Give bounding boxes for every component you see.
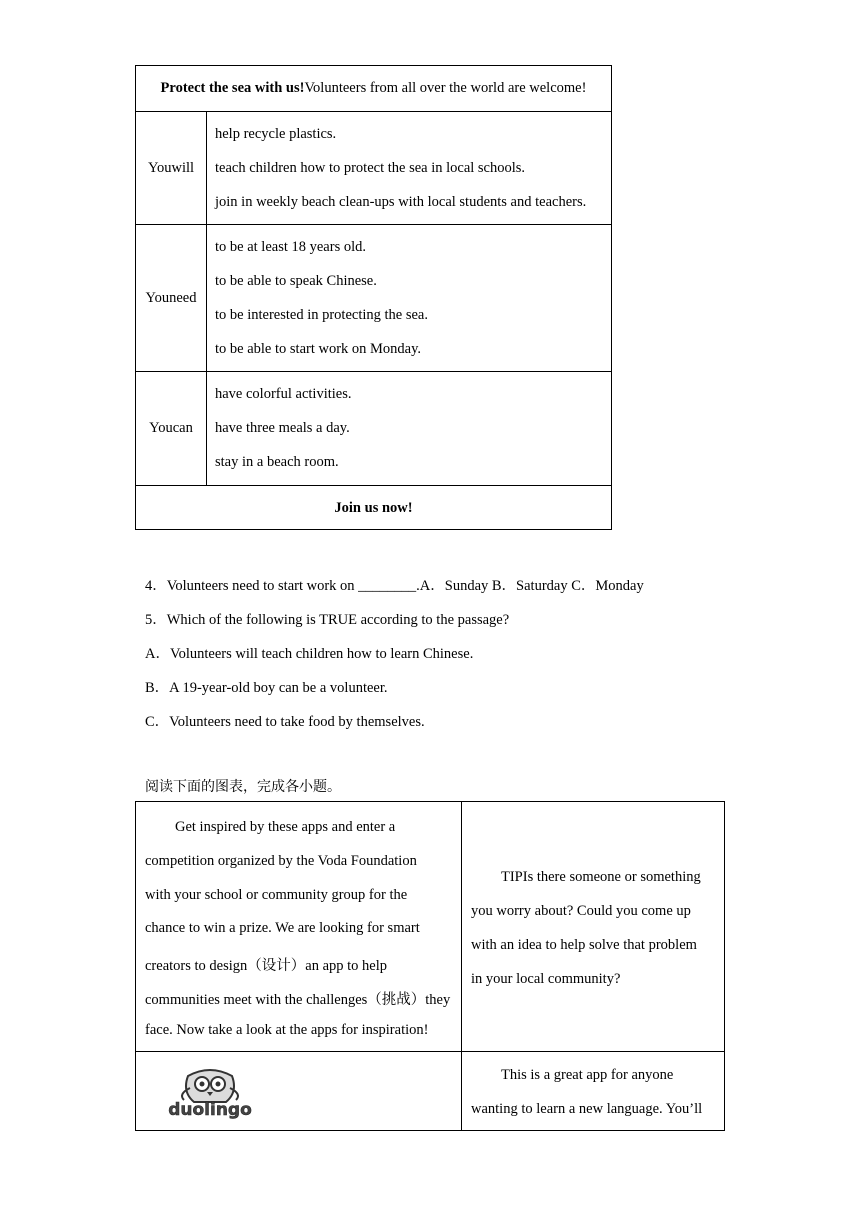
option-c: C．Volunteers need to take food by themselves. xyxy=(145,714,425,730)
table-footer-row xyxy=(136,486,611,530)
list-item: have colorful activities. xyxy=(215,386,352,402)
table-row xyxy=(136,112,611,225)
question-5: 5．Which of the following is TRUE according to the passage? xyxy=(145,612,510,628)
table-footer: Join us now! xyxy=(334,500,413,516)
tip-line: TIPIs there someone or something xyxy=(501,869,701,885)
list-item: to be able to speak Chinese. xyxy=(215,273,377,289)
section-instruction: 阅读下面的图表，完成各小题。 xyxy=(145,779,341,795)
row-label: Youwill xyxy=(136,112,207,224)
list-item: to be able to start work on Monday. xyxy=(215,341,422,357)
logo-wordmark: duolingo xyxy=(168,1100,252,1120)
list-item: help recycle plastics. xyxy=(215,126,337,142)
text-line: competition organized by the Voda Foundation xyxy=(145,853,417,869)
list-item: have three meals a day. xyxy=(215,420,350,436)
header-bold-text: Protect the sea with us! xyxy=(160,80,305,96)
list-item: to be interested in protecting the sea. xyxy=(215,307,428,323)
table-row xyxy=(136,372,611,486)
question-4: 4．Volunteers need to start work on ________.A．Sunday B．Saturday C．Monday xyxy=(145,578,644,594)
option-b: B．A 19-year-old boy can be a volunteer. xyxy=(145,680,388,696)
app-description-line: wanting to learn a new language. You’ll xyxy=(471,1101,703,1117)
column-divider xyxy=(461,802,462,1130)
table-header xyxy=(136,80,611,97)
table-row xyxy=(136,225,611,372)
text-line: Get inspired by these apps and enter a xyxy=(175,819,396,835)
tip-line: with an idea to help solve that problem xyxy=(471,937,697,953)
list-item: stay in a beach room. xyxy=(215,454,339,470)
text-line: communities meet with the challenges（挑战）they xyxy=(145,992,451,1008)
option-a: A．Volunteers will teach children how to learn Chinese. xyxy=(145,646,474,662)
volunteer-table xyxy=(135,65,612,530)
list-item: to be at least 18 years old. xyxy=(215,239,366,255)
row-divider xyxy=(136,1051,724,1052)
apps-table xyxy=(135,801,725,1131)
row-label: Youcan xyxy=(136,372,207,485)
list-item: join in weekly beach clean-ups with local students and teachers. xyxy=(215,194,587,210)
duolingo-logo xyxy=(160,1066,260,1124)
text-line: with your school or community group for the xyxy=(145,887,408,903)
table-header-row xyxy=(136,66,611,112)
tip-line: in your local community? xyxy=(471,971,621,987)
app-description-line: This is a great app for anyone xyxy=(501,1067,674,1083)
text-line: face. Now take a look at the apps for inspiration! xyxy=(145,1022,429,1038)
text-line: chance to win a prize. We are looking for smart xyxy=(145,920,420,936)
header-text: Volunteers from all over the world are welcome! xyxy=(304,80,587,96)
row-label: Youneed xyxy=(136,225,207,371)
text-line: creators to design（设计）an app to help xyxy=(145,958,388,974)
list-item: teach children how to protect the sea in local schools. xyxy=(215,160,526,176)
tip-line: you worry about? Could you come up xyxy=(471,903,691,919)
